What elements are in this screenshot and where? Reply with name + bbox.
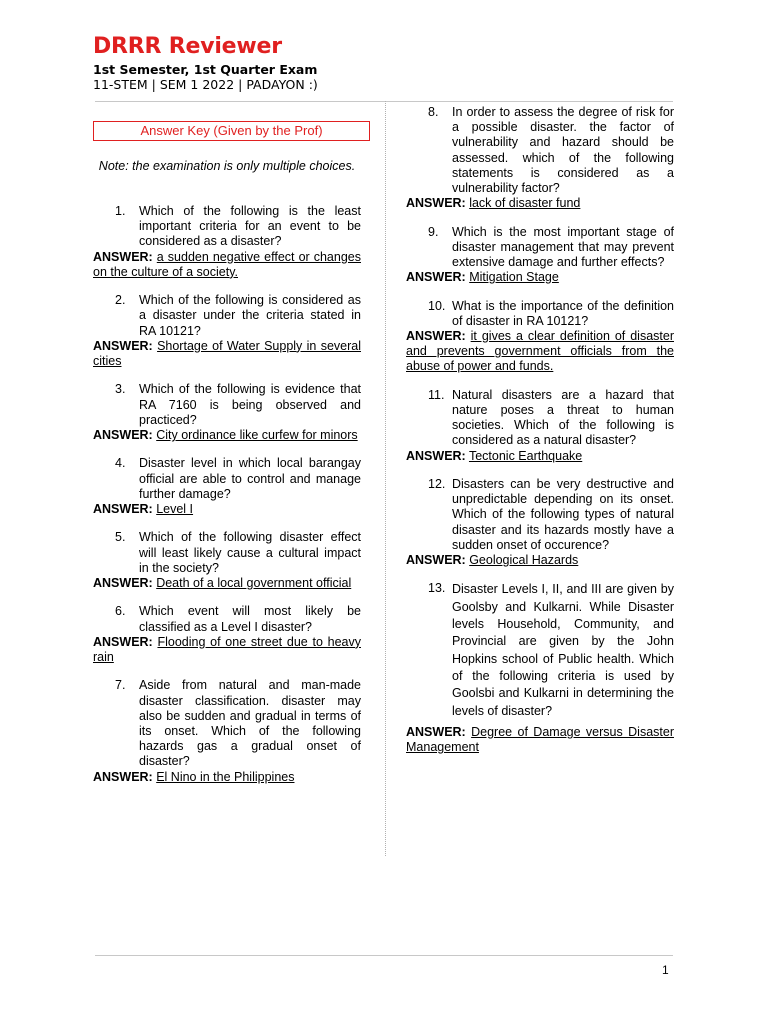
question-block	[406, 477, 674, 568]
answer-text: Flooding of one street due to heavy rain	[93, 634, 361, 665]
left-column	[93, 204, 361, 798]
question-number: 12.	[428, 477, 446, 492]
answer-text: it gives a clear definition of disaster and prevents government officials from the abuse of power and funds.	[406, 329, 674, 374]
answer-text: Geological Hazards	[469, 553, 579, 568]
question-block	[93, 530, 361, 591]
question-number: 9.	[428, 224, 439, 239]
answer-label: ANSWER:	[93, 769, 153, 784]
exam-note: Note: the examination is only multiple choices.	[98, 159, 356, 173]
answer-key-label: Answer Key (Given by the Prof)	[93, 121, 370, 141]
answer-label: ANSWER:	[93, 634, 153, 649]
page-number: 1	[662, 963, 669, 977]
answer-text: Level I	[156, 502, 194, 517]
question-text: Aside from natural and man-made disaster classification. disaster may also be sudden and gradual in terms of its onset. Which of the following hazards gas a gradual onset of disaster?	[139, 678, 361, 769]
answer-line	[93, 770, 361, 785]
question-text: Disaster Levels I, II, and III are given by Goolsby and Kulkarni. While Disaster levels Household, Community, and Provincial are given by the John Hopkins school of Public health. Which of the following criteria is used by Goolsbi and Kulkarni in determining the levels of disaster?	[452, 582, 674, 718]
question-block	[93, 456, 361, 517]
question-number: 11.	[428, 387, 445, 402]
answer-line	[93, 339, 361, 369]
document-subtitle: 1st Semester, 1st Quarter Exam	[93, 62, 318, 77]
question-number: 13.	[428, 581, 446, 596]
answer-label: ANSWER:	[406, 448, 466, 463]
question-text: Disaster level in which local barangay official are able to control and manage further damage?	[139, 456, 361, 501]
question-block	[93, 604, 361, 665]
answer-line	[93, 576, 361, 591]
answer-label: ANSWER:	[406, 270, 466, 285]
question-block	[93, 382, 361, 443]
question-text: Natural disasters are a hazard that nature poses a threat to human societies. Which of the following is considered as a natural disaster?	[452, 387, 674, 448]
answer-label: ANSWER:	[93, 249, 153, 264]
question-number: 7.	[115, 678, 126, 693]
answer-text: Death of a local government official	[156, 576, 352, 591]
answer-label: ANSWER:	[93, 502, 153, 517]
question-text: Which of the following disaster effect will least likely cause a cultural impact in the society?	[139, 530, 361, 575]
question-block	[406, 388, 674, 464]
question-text: Which of the following is the least important criteria for an event to be considered as a disaster?	[139, 204, 361, 249]
question-number: 6.	[115, 604, 126, 619]
header-rule	[95, 101, 673, 102]
answer-text: a sudden negative effect or changes on the culture of a society.	[93, 249, 361, 279]
document-title: DRRR Reviewer	[93, 34, 282, 59]
answer-line	[93, 428, 361, 443]
answer-text: Tectonic Earthquake	[468, 448, 583, 463]
answer-line	[406, 270, 674, 285]
question-number: 10.	[428, 298, 446, 313]
question-number: 4.	[115, 456, 126, 471]
answer-label: ANSWER:	[406, 196, 466, 211]
answer-text: Mitigation Stage	[469, 270, 559, 285]
question-number: 2.	[115, 293, 126, 308]
answer-line	[93, 502, 361, 517]
answer-label: ANSWER:	[406, 329, 466, 344]
answer-label: ANSWER:	[406, 724, 466, 739]
answer-line	[406, 553, 674, 568]
answer-line	[406, 449, 674, 464]
answer-label: ANSWER:	[406, 553, 466, 568]
answer-line	[93, 635, 361, 665]
answer-line	[406, 196, 674, 211]
question-text: Which is the most important stage of disaster management that may prevent extensive damage and further effects?	[452, 224, 674, 270]
answer-line	[406, 329, 674, 375]
question-text: Which of the following is considered as a disaster under the criteria stated in RA 10121?	[139, 293, 361, 338]
answer-text: lack of disaster fund	[469, 196, 581, 211]
answer-text: City ordinance like curfew for minors	[156, 428, 358, 443]
question-text: Which event will most likely be classified as a Level I disaster?	[139, 604, 361, 634]
question-text: Which of the following is evidence that RA 7160 is being observed and practiced?	[139, 382, 361, 427]
question-text: What is the importance of the definition of disaster in RA 10121?	[452, 298, 674, 328]
question-block	[93, 678, 361, 784]
document-course-line: 11-STEM | SEM 1 2022 | PADAYON :)	[93, 77, 318, 92]
footer-rule	[95, 955, 673, 956]
question-number: 8.	[428, 105, 439, 119]
question-block	[406, 299, 674, 375]
answer-text: Degree of Damage versus Disaster Management	[406, 724, 674, 754]
question-number: 5.	[115, 530, 126, 545]
answer-label: ANSWER:	[93, 428, 153, 443]
answer-label: ANSWER:	[93, 338, 153, 353]
question-number: 3.	[115, 382, 126, 397]
answer-line	[93, 250, 361, 280]
answer-text: Shortage of Water Supply in several cities	[93, 338, 361, 369]
right-column	[406, 105, 674, 768]
answer-line	[406, 725, 674, 755]
question-text: In order to assess the degree of risk for a possible disaster. the factor of vulnerability and hazard should be assessed. which of the following statements is considered as a vulnerability factor?	[452, 105, 674, 196]
question-number: 1.	[115, 204, 126, 218]
column-divider	[385, 101, 386, 856]
answer-label: ANSWER:	[93, 576, 153, 591]
answer-text: El Nino in the Philippines	[156, 769, 295, 784]
question-block	[93, 204, 361, 280]
question-block	[406, 105, 674, 211]
question-block	[93, 293, 361, 369]
question-block	[406, 225, 674, 286]
question-block	[406, 581, 674, 755]
question-text: Disasters can be very destructive and unpredictable depending on its onset. Which of the following types of natural disaster and its hazards mostly have a sudden onset of occurence?	[452, 477, 674, 552]
